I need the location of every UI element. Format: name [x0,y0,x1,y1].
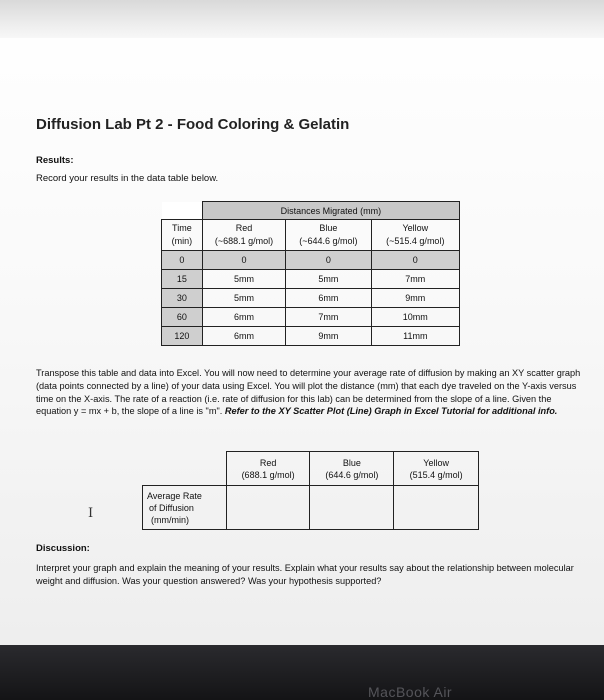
rate-header-blue [310,452,394,486]
results-instruction: Record your results in the data table below. [36,173,219,184]
table-row [162,251,460,270]
column-header-blue [286,220,371,251]
rate-value-blue[interactable] [310,486,394,530]
results-data-table [161,201,460,346]
table-cell: 5mm [286,270,371,289]
column-header-time [162,220,203,251]
rate-value-yellow[interactable] [394,486,479,530]
transpose-instructions [36,367,586,418]
rate-header-line: Yellow [423,457,449,468]
rate-value-red[interactable] [226,486,310,530]
table-cell: 9mm [286,327,371,346]
table-row [162,308,460,327]
table-cell: 7mm [371,270,459,289]
table-cell: 6mm [286,289,371,308]
table-cell: 60 [162,308,203,327]
table-cell: 11mm [371,327,459,346]
table-cell: 9mm [371,289,459,308]
column-header-line: Red [235,223,253,233]
document-title: Diffusion Lab Pt 2 - Food Coloring & Gelatin [36,116,350,133]
table-cell: 0 [371,251,459,270]
column-header-line: (~515.4 g/mol) [386,236,445,246]
table-cell: 6mm [202,308,285,327]
rate-header-line: (515.4 g/mol) [409,469,463,480]
row-label-line: of Diffusion [149,502,194,513]
column-header-yellow [371,220,459,251]
transpose-text: Transpose this table and data into Excel. You will now need to determine your average rate of diffusion by making an XY scatter graph (data points connected by a line) of your data using Excel. You will plot the distance (mm) that each dye traveled on the Y-axis versus time on the X-axis. The rate of a reaction (i.e. rate of diffusion for this lab) can be determined from the slope of a line. Given the equation y = mx + b, the slope of a line is "m". [36,368,581,417]
rate-header-red [226,452,310,486]
column-header-line: (min) [171,236,193,246]
table-cell: 0 [286,251,371,270]
distances-group-header: Distances Migrated (mm) [202,202,459,220]
column-header-line: Time [172,223,192,233]
table-cell: 7mm [286,308,371,327]
rate-header-line: Red [259,457,277,468]
column-header-line: Blue [319,223,338,233]
table-cell: 15 [162,270,203,289]
table-cell: 0 [162,251,203,270]
table-cell: 6mm [202,327,285,346]
table-row [162,289,460,308]
table-cell: 120 [162,327,203,346]
page-top-shadow [0,0,604,38]
laptop-brand-label: MacBook Air [368,684,453,700]
table-row [162,327,460,346]
row-label-line: (mm/min) [151,514,189,525]
tutorial-reference: Refer to the XY Scatter Plot (Line) Graph in Excel Tutorial for additional info. [224,406,558,417]
text-cursor-icon: I [88,506,94,521]
rate-header-line: Blue [342,457,361,468]
table-cell: 0 [202,251,285,270]
rate-of-diffusion-table [142,451,479,530]
table-corner-cell [162,202,203,220]
rate-table-corner [143,452,227,486]
table-row [162,270,460,289]
rate-header-line: (688.1 g/mol) [241,469,295,480]
row-label-line: Average Rate [147,490,202,501]
table-cell: 5mm [202,289,285,308]
table-cell: 5mm [202,270,285,289]
column-header-red [202,220,285,251]
column-header-line: (~644.6 g/mol) [299,236,358,246]
column-header-line: Yellow [402,223,429,233]
rate-header-yellow [394,452,479,486]
table-cell: 10mm [371,308,459,327]
column-header-line: (~688.1 g/mol) [214,236,274,246]
average-rate-label [143,486,227,530]
rate-header-line: (644.6 g/mol) [325,469,379,480]
table-cell: 30 [162,289,203,308]
discussion-prompt: Interpret your graph and explain the meaning of your results. Explain what your results say about the relationship between molecular weight and diffusion. Was your question answered? Was your hypothesis supported? [36,563,574,586]
laptop-bezel [0,645,604,700]
results-label: Results: [36,155,74,166]
discussion-label: Discussion: [36,543,90,554]
